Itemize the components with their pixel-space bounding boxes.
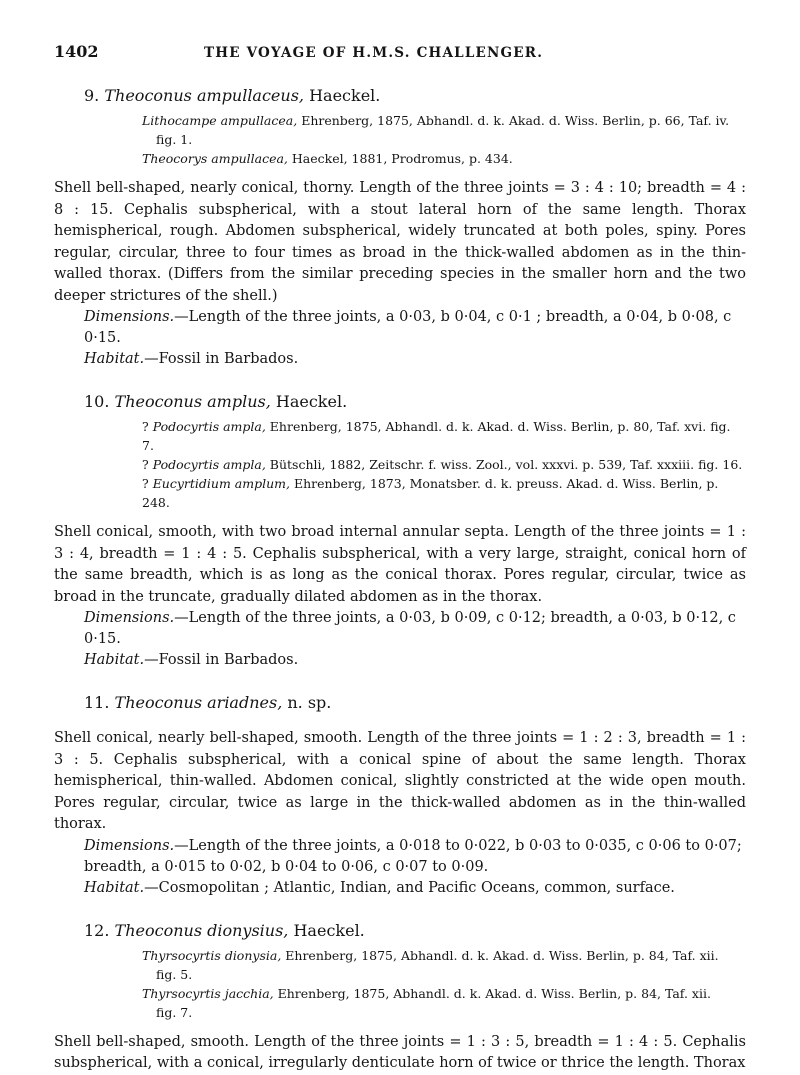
dimensions [54,836,746,878]
species-number: 10. [84,392,110,411]
dimensions-label: Dimensions. [84,610,175,626]
species-description: Shell conical, nearly bell-shaped, smooth. Length of the three joints = 1 : 2 : 3, breadth = 1 : 3 : 5. Cephalis subspherical, with a conical spine of about the same length. Thorax hemispherical, thin-walled. Abdomen conical, slightly constricted at the wide open mouth. Pores regular, circular, twice as large in the thick-walled abdomen as in the thin-walled thorax. [54,730,746,832]
running-title: THE VOYAGE OF H.M.S. CHALLENGER. [204,45,544,61]
species-number: 11. [84,693,110,712]
species-description: Shell bell-shaped, nearly conical, thorny. Length of the three joints = 3 : 4 : 10; breadth = 4 : 8 : 15. Cephalis subspherical, with a stout lateral horn of the same length. Thorax hemispherical, rough. Abdomen subspherical, widely truncated at both poles, spiny. Pores regular, circular, three to four times as broad in the thick-walled abdomen as in the thin-walled thorax. (Differs from the similar preceding species in the smaller horn and the two deeper strictures of the shell.) [54,180,746,304]
species-entry [54,86,746,370]
synonym-ref: Ehrenberg, 1875, Abhandl. d. k. Akad. d. Wiss. Berlin, p. 80, Taf. xvi. fig. 7. [142,419,731,453]
synonym-name: Podocyrtis ampla, [152,419,266,434]
species-number: 12. [84,920,110,940]
synonym [54,946,746,984]
synonym-name: Podocyrtis ampla, [152,457,266,472]
synonym-ref-cont: fig. 7. [156,1004,193,1020]
species-description: Shell bell-shaped, smooth. Length of the three joints = 1 : 3 : 5, breadth = 1 : 4 : 5. Cephalis subspherical, with a conical, irregularly denticulate horn of twice or thrice the length. Thorax [54,1033,746,1071]
species-author: Haeckel. [288,920,365,940]
species-title [54,921,746,940]
dimensions [54,307,746,349]
synonym-prefix: ? [142,457,153,472]
synonym [54,455,746,474]
habitat-label: Habitat. [84,879,145,896]
species-number: 9. [84,86,100,105]
species-name: Theoconus dionysius, [114,920,289,940]
synonym-name: Lithocampe ampullacea, [142,113,298,128]
species-name: Theoconus ariadnes, [114,693,283,712]
species-description: Shell conical, smooth, with two broad internal annular septa. Length of the three joints = 1 : 3 : 4, breadth = 1 : 4 : 5. Cephalis subspherical, with a very large, straight, conical horn of the same breadth, which is as long as the conical thorax. Pores regular, circular, twice as broad in the truncate, gradually dilated abdomen as in the thorax. [54,524,746,605]
synonym-prefix: ? [142,476,153,491]
species-author: Haeckel. [270,392,348,411]
species-title [54,693,746,712]
synonym-name: Theocorys ampullacea, [142,151,288,166]
synonym [54,984,746,1022]
species-entry [54,693,746,899]
habitat-label: Habitat. [84,351,145,367]
synonym-prefix: ? [142,419,153,434]
species-name: Theoconus ampullaceus, [104,86,304,105]
page [54,42,746,1075]
species-title [54,392,746,411]
synonym-ref-cont: fig. 1. [156,132,193,147]
synonym [54,149,746,168]
habitat-text: —Cosmopolitan ; Atlantic, Indian, and Pacific Oceans, common, surface. [144,879,675,896]
habitat [54,349,746,370]
synonym-ref: Haeckel, 1881, Prodromus, p. 434. [287,151,513,166]
habitat [54,878,746,899]
synonym-ref: Bütschli, 1882, Zeitschr. f. wiss. Zool., vol. xxxvi. p. 539, Taf. xxxiii. fig. 16. [265,457,743,472]
synonym-ref: Ehrenberg, 1875, Abhandl. d. k. Akad. d. Wiss. Berlin, p. 84, Taf. xii. [281,947,719,963]
species-name: Theoconus amplus, [114,392,271,411]
habitat-text: —Fossil in Barbados. [144,652,299,668]
synonym-ref: Ehrenberg, 1875, Abhandl. d. k. Akad. d. Wiss. Berlin, p. 84, Taf. xii. [273,985,711,1001]
synonym-name: Thyrsocyrtis dionysia, [142,947,282,963]
dimensions-text: —Length of the three joints, a 0·018 to 0·022, b 0·03 to 0·035, c 0·06 to 0·07; breadth, a 0·015 to 0·02, b 0·04 to 0·06, c 0·07 to 0·09. [84,837,742,875]
species-author: Haeckel. [304,86,381,105]
dimensions-text: —Length of the three joints, a 0·03, b 0·09, c 0·12; breadth, a 0·03, b 0·12, c 0·15. [84,610,736,647]
species-entry [54,921,746,1075]
dimensions-label: Dimensions. [84,309,175,325]
species-author: n. sp. [282,693,332,712]
synonym-ref-cont: fig. 5. [156,966,193,982]
habitat-label: Habitat. [84,652,145,668]
synonym-name: Thyrsocyrtis jacchia, [142,985,274,1001]
synonym [54,417,746,455]
synonym [54,111,746,149]
dimensions-label: Dimensions. [84,837,175,854]
running-header [54,42,746,78]
dimensions [54,608,746,650]
page-number: 1402 [54,42,99,61]
habitat [54,650,746,671]
species-entry [54,392,746,671]
species-title [54,86,746,105]
habitat-text: —Fossil in Barbados. [144,351,299,367]
synonym [54,474,746,512]
synonym-name: Eucyrtidium amplum, [152,476,290,491]
dimensions-text: —Length of the three joints, a 0·03, b 0·04, c 0·1 ; breadth, a 0·04, b 0·08, c 0·15. [84,309,732,346]
synonym-ref: Ehrenberg, 1875, Abhandl. d. k. Akad. d. Wiss. Berlin, p. 66, Taf. iv. [297,113,730,128]
synonym-ref: Ehrenberg, 1873, Monatsber. d. k. preuss. Akad. d. Wiss. Berlin, p. 248. [142,476,719,510]
